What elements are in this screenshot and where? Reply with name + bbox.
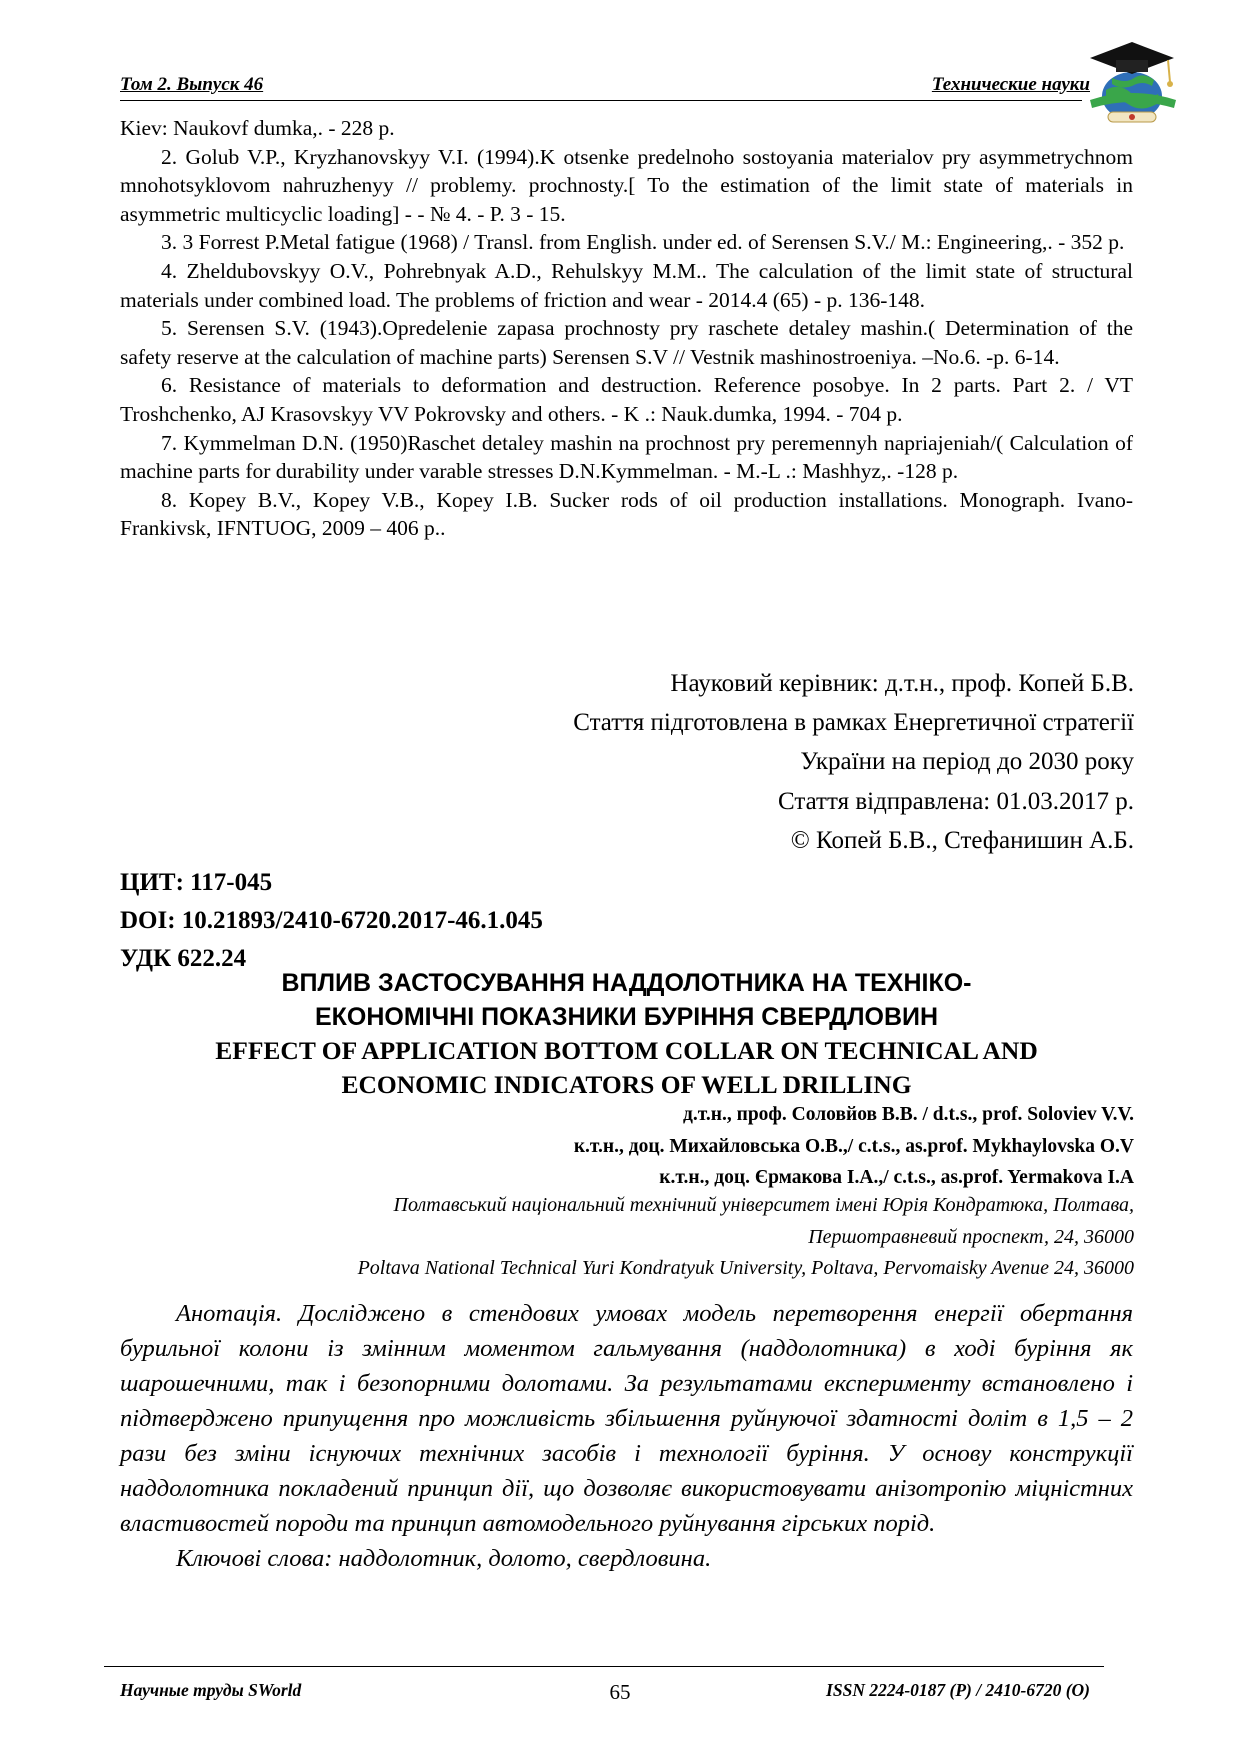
article-title bbox=[120, 966, 1133, 1102]
signature-block bbox=[234, 664, 1134, 860]
affiliation-line: Poltava National Technical Yuri Kondratyuk University, Poltava, Pervomaisky Avenue 24, 36000 bbox=[357, 1257, 1134, 1279]
reference-item: 7. Kymmelman D.N. (1950)Raschet detaley mashin na prochnost pry peremennyh napriajeniah/( Calculation of machine parts for durability under varable stresses D.N.Kymmelman. - M.-L .: Mashhyz,. -128 p. bbox=[120, 430, 1133, 484]
keywords-text: Ключові слова: наддолотник, долото, свердловина. bbox=[176, 1545, 712, 1572]
abstract-text: Анотація. Досліджено в стендових умовах модель перетворення енергії обертання бурильної колони із змінним моментом гальмування (наддолотника) в ході буріння як шарошечними, так і безопорними долотами. За результатами експерименту встановлено і підтверджено припущення про можливість збільшення руйнуючої здатності доліт в 1,5 – 2 рази без зміни існуючих технічних засобів і технології буріння. У основу конструкції наддолотника покладений принцип дії, що дозволяє використовувати анізотропію міцністних властивостей породи та принцип автомодельного руйнування гірських порід. bbox=[120, 1300, 1133, 1537]
title-en-line2: ECONOMIC INDICATORS OF WELL DRILLING bbox=[341, 1070, 912, 1099]
title-ua-line1: ВПЛИВ ЗАСТОСУВАННЯ НАДДОЛОТНИКА НА ТЕХНІКО- bbox=[281, 969, 972, 997]
supervisor-line: Науковий керівник: д.т.н., проф. Копей Б.В. bbox=[670, 670, 1134, 697]
reference-item: Kiev: Naukovf dumka,. - 228 p. bbox=[120, 116, 395, 140]
footer-journal-name: Научные труды SWorld bbox=[120, 1680, 302, 1700]
reference-item: 5. Serensen S.V. (1943).Opredelenie zapasa prochnosty pry raschete detaley mashin.( Determination of the safety reserve at the calculation of machine parts) Serensen S.V // Vestnik mashinostroeniya. –No.6. -p. 6-14. bbox=[120, 316, 1133, 369]
page-number: 65 bbox=[609, 1680, 631, 1704]
strategy-line-cont: України на період до 2030 року bbox=[800, 748, 1134, 776]
reference-item: 8. Kopey B.V., Kopey V.B., Kopey I.B. Sucker rods of oil production installations. Monograph. Ivano-Frankivsk, IFNTUOG, 2009 – 406 p.. bbox=[120, 487, 1133, 541]
author-list bbox=[574, 1099, 1134, 1194]
author-line: к.т.н., доц. Єрмакова І.А.,/ c.t.s., as.prof. Yermakova I.A bbox=[659, 1167, 1134, 1188]
copyright-line: © Копей Б.В., Стефанишин А.Б. bbox=[790, 826, 1134, 854]
references-list bbox=[120, 114, 1133, 543]
header-divider bbox=[120, 100, 1082, 101]
author-line: к.т.н., доц. Михайловська О.В.,/ c.t.s., as.prof. Mykhaylovska O.V bbox=[573, 1135, 1134, 1157]
footer-divider bbox=[104, 1666, 1104, 1667]
cit-code: ЦИТ: 117-045 bbox=[120, 869, 273, 896]
abstract-section bbox=[120, 1296, 1133, 1576]
reference-item: 4. Zheldubovskyy O.V., Pohrebnyak A.D., Rehulskyy M.M.. The calculation of the limit state of structural materials under combined load. The problems of friction and wear - 2014.4 (65) - p. 136-148. bbox=[120, 258, 1133, 312]
reference-item: 3. 3 Forrest P.Metal fatigue (1968) / Transl. from English. under ed. of Serensen S.V./ M.: Engineering,. - 352 p. bbox=[161, 230, 1125, 255]
author-line: д.т.н., проф. Соловйов В.В. / d.t.s., prof. Soloviev V.V. bbox=[683, 1104, 1134, 1125]
title-ua-line2: ЕКОНОМІЧНІ ПОКАЗНИКИ БУРІННЯ СВЕРДЛОВИН bbox=[314, 1003, 939, 1031]
reference-item: 6. Resistance of materials to deformation and destruction. Reference posobye. In 2 parts. Part 2. / VT Troshchenko, AJ Krasovskyy VV Pokrovsky and others. - K .: Nauk.dumka, 1994. - 704 p. bbox=[120, 373, 1133, 426]
udc-code: УДК 622.24 bbox=[120, 945, 247, 972]
reference-item: 2. Golub V.P., Kryzhanovskyy V.I. (1994).K otsenke predelnoho sostoyania materialov pry asymmetrychnom mnohotsyklovom nahruzhenyy // problemy. prochnosty.[ To the estimation of the limit state of materials in asymmetric multicyclic loading] - - № 4. - P. 3 - 15. bbox=[120, 144, 1133, 226]
title-en-line1: EFFECT OF APPLICATION BOTTOM COLLAR ON TECHNICAL AND bbox=[215, 1036, 1038, 1065]
affiliation-line: Полтавський національний технічний університет імені Юрія Кондратюка, Полтава, bbox=[393, 1194, 1134, 1216]
affiliation bbox=[358, 1190, 1134, 1285]
footer-issn: ISSN 2224-0187 (P) / 2410-6720 (O) bbox=[826, 1680, 1090, 1700]
submitted-date: Стаття відправлена: 01.03.2017 р. bbox=[778, 787, 1134, 815]
section-header: Технические науки bbox=[931, 74, 1090, 95]
article-identifiers bbox=[120, 864, 543, 978]
affiliation-line: Першотравневий проспект, 24, 36000 bbox=[808, 1225, 1134, 1248]
doi-code: DOI: 10.21893/2410-6720.2017-46.1.045 bbox=[120, 907, 543, 934]
strategy-line: Стаття підготовлена в рамках Енергетичної стратегії bbox=[573, 709, 1134, 737]
journal-volume-header: Том 2. Выпуск 46 bbox=[120, 74, 264, 95]
